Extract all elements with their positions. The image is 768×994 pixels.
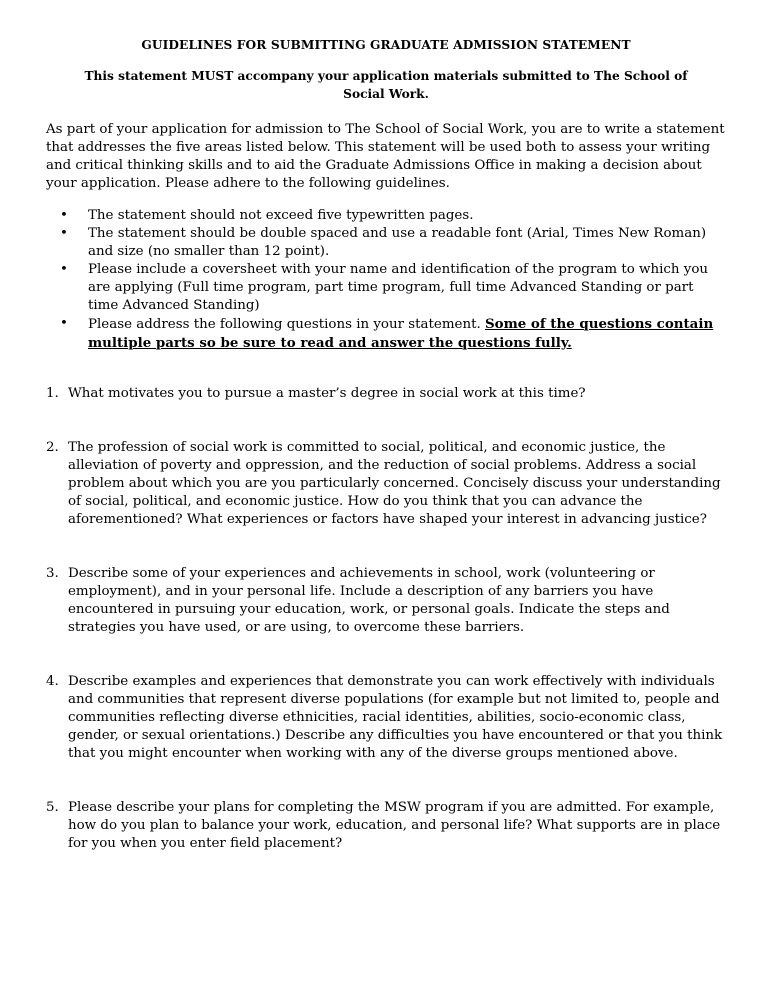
bullet-icon: • [60,316,68,331]
question-text: Please describe your plans for completing the MSW program if you are admitted. For example, how do you plan to balance your work, education, and personal life? What supports are in place for you when you enter field placement? [68,800,721,851]
question-text: What motivates you to pursue a master’s degree in social work at this time? [68,386,586,401]
question-item [46,565,726,637]
guideline-item [46,315,726,353]
guideline-text: The statement should not exceed five typewritten pages. [88,208,474,223]
guideline-text: Please address the following questions in your statement. [88,317,485,332]
bullet-icon: • [60,262,68,277]
guideline-emphasis: Some of the questions contain multiple parts so be sure to read and answer the questions fully. [88,316,714,351]
question-text: Describe examples and experiences that demonstrate you can work effectively with individuals and communities that represent diverse populations (for example but not limited to, people and communities reflecting diverse ethnicities, racial identities, abilities, socio-economic class, gender, or sexual orientations.) Describe any difficulties you have encountered or that you think that you might encounter when working with any of the diverse groups mentioned above. [68,674,723,761]
document-title: GUIDELINES FOR SUBMITTING GRADUATE ADMISSION STATEMENT [141,38,631,52]
question-number: 2. [46,440,59,455]
question-item [46,799,726,853]
guideline-item [46,207,726,225]
guideline-item [46,261,726,315]
guideline-text: Please include a coversheet with your name and identification of the program to which you are applying (Full time program, part time program, full time Advanced Standing or part time Advanced Standing) [88,262,709,313]
question-item [46,673,726,763]
question-number: 5. [46,800,59,815]
question-number: 1. [46,386,59,401]
document-subtitle: This statement MUST accompany your application materials submitted to The School of Social Work. [84,69,688,101]
intro-paragraph: As part of your application for admission to The School of Social Work, you are to write a statement that addresses the five areas listed below. This statement will be used both to assess your writing and critical thinking skills and to aid the Graduate Admissions Office in making a decision about your application. Please adhere to the following guidelines. [46,122,725,191]
document-page [46,38,726,889]
bullet-icon: • [60,208,68,223]
guideline-item [46,225,726,261]
question-number: 3. [46,566,59,581]
question-text: The profession of social work is committed to social, political, and economic justice, the alleviation of poverty and oppression, and the reduction of social problems. Address a social problem about which you are you particularly concerned. Concisely discuss your understanding of social, political, and economic justice. How do you think that you can advance the aforementioned? What experiences or factors have shaped your interest in advancing justice? [68,440,721,527]
questions-list [46,385,726,853]
question-text: Describe some of your experiences and achievements in school, work (volunteering or employment), and in your personal life. Include a description of any barriers you have encountered in pursuing your education, work, or personal goals. Indicate the steps and strategies you have used, or are using, to overcome these barriers. [68,566,670,635]
question-item [46,385,726,403]
bullet-icon: • [60,226,68,241]
question-item [46,439,726,529]
guideline-text: The statement should be double spaced and use a readable font (Arial, Times New Roman) and size (no smaller than 12 point). [88,226,707,259]
guidelines-list [46,207,726,353]
question-number: 4. [46,674,59,689]
